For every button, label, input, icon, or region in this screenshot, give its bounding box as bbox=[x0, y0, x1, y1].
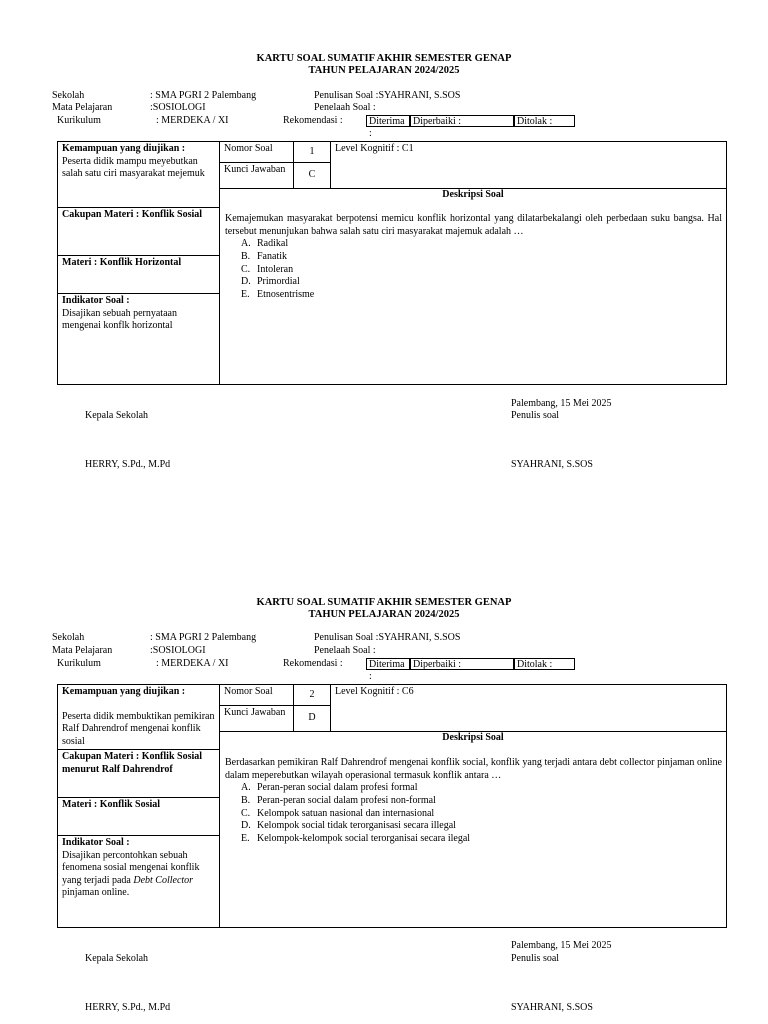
indikator-label: Indikator Soal : bbox=[62, 837, 130, 848]
mapel-value: :SOSIOLOGI bbox=[150, 645, 206, 656]
place-date: Palembang, 15 Mei 2025 bbox=[511, 940, 612, 951]
option-a: A. Peran-peran social dalam profesi formal bbox=[241, 782, 418, 793]
ditolak-box: Ditolak : bbox=[514, 658, 575, 670]
option-c: C. Kelompok satuan nasional dan internasional bbox=[241, 807, 435, 819]
kepala-sekolah-name: HERRY, S.Pd., M.Pd bbox=[85, 1002, 171, 1013]
ditolak-box: Ditolak : bbox=[514, 115, 575, 127]
materi-label: Materi : Konflik Horizontal bbox=[62, 257, 182, 268]
kurikulum-value: : MERDEKA / XI bbox=[156, 115, 229, 126]
sekolah-label: Sekolah bbox=[52, 632, 85, 643]
option-e: E. Etnosentrisme bbox=[241, 289, 315, 301]
left-column bbox=[58, 685, 220, 927]
penulis-soal-label: Penulis soal bbox=[511, 953, 560, 964]
cakupan-cell bbox=[58, 750, 219, 798]
mapel-value: :SOSIOLOGI bbox=[150, 102, 206, 113]
kunci-jawaban-label: Kunci Jawaban bbox=[220, 706, 294, 732]
penulis-label: Penulisan Soal :SYAHRANI, S.SOS bbox=[314, 90, 461, 101]
penulis-soal-label: Penulis soal bbox=[511, 410, 560, 421]
kepala-sekolah-label: Kepala Sekolah bbox=[85, 953, 149, 964]
kepala-sekolah-label: Kepala Sekolah bbox=[85, 410, 149, 421]
kunci-jawaban-value: C bbox=[294, 163, 331, 189]
option-a: A. Radikal bbox=[241, 238, 289, 249]
left-column bbox=[58, 142, 220, 384]
level-kognitif: Level Kognitif : C6 bbox=[331, 685, 726, 732]
deskripsi-soal-heading: Deskripsi Soal bbox=[442, 189, 504, 200]
indikator-cell bbox=[58, 836, 219, 927]
materi-cell bbox=[58, 798, 219, 836]
penulis-label: Penulisan Soal :SYAHRANI, S.SOS bbox=[314, 632, 461, 643]
diperbaiki-box: Diperbaiki : bbox=[410, 658, 514, 670]
place-date: Palembang, 15 Mei 2025 bbox=[511, 398, 612, 409]
level-kognitif: Level Kognitif : C1 bbox=[331, 142, 726, 189]
indikator-cell bbox=[58, 294, 219, 384]
option-b: B. Peran-peran social dalam profesi non-formal bbox=[241, 794, 436, 806]
penulis-soal-name: SYAHRANI, S.SOS bbox=[511, 459, 593, 470]
option-d: D. Kelompok social tidak terorganisasi secara illegal bbox=[241, 820, 456, 832]
rekomendasi-label: Rekomendasi : bbox=[283, 658, 343, 669]
kemampuan-label: Kemampuan yang diujikan : bbox=[62, 143, 186, 154]
option-b: B. Fanatik bbox=[241, 250, 287, 262]
answer-options bbox=[241, 238, 314, 302]
mapel-label: Mata Pelajaran bbox=[52, 102, 113, 113]
card-subtitle: TAHUN PELAJARAN 2024/2025 bbox=[308, 65, 460, 76]
option-d: D. Primordial bbox=[241, 276, 300, 288]
deskripsi-soal-heading: Deskripsi Soal bbox=[442, 732, 504, 743]
answer-options bbox=[241, 782, 470, 846]
kemampuan-cell bbox=[58, 142, 219, 208]
cakupan-label: Cakupan Materi : Konflik Sosial bbox=[62, 209, 203, 220]
penelaah-label: Penelaah Soal : bbox=[314, 102, 376, 113]
question-text: Berdasarkan pemikiran Ralf Dahrendrof mengenai konflik social, konflik yang terjadi antara debt collector pinjaman online dalam meperebutkan wilayah operasional termasuk konflik antara … bbox=[225, 757, 722, 781]
soal-table bbox=[57, 141, 727, 385]
nomor-soal-label: Nomor Soal bbox=[220, 142, 294, 163]
card-title: KARTU SOAL SUMATIF AKHIR SEMESTER GENAP bbox=[256, 53, 512, 64]
cakupan-cell bbox=[58, 208, 219, 256]
option-c: C. Intoleran bbox=[241, 263, 294, 275]
mapel-label: Mata Pelajaran bbox=[52, 645, 113, 656]
diterima-box: Diterima : bbox=[366, 115, 410, 127]
indikator-text: Disajikan sebuah pernyataan mengenai konflk horizontal bbox=[62, 307, 177, 331]
soal-table bbox=[57, 684, 727, 928]
penulis-soal-name: SYAHRANI, S.SOS bbox=[511, 1002, 593, 1013]
kemampuan-text: Peserta didik membuktikan pemikiran Ralf Dahrendrof mengenai konflik sosial bbox=[62, 710, 215, 747]
cakupan-label: Cakupan Materi : Konflik Sosial menurut Ralf Dahrendrof bbox=[62, 751, 203, 775]
kepala-sekolah-name: HERRY, S.Pd., M.Pd bbox=[85, 459, 171, 470]
nomor-soal-value: 1 bbox=[294, 142, 331, 163]
kurikulum-label: Kurikulum bbox=[57, 115, 101, 126]
nomor-soal-value: 2 bbox=[294, 685, 331, 706]
sekolah-value: : SMA PGRI 2 Palembang bbox=[150, 90, 257, 101]
diperbaiki-box: Diperbaiki : bbox=[410, 115, 514, 127]
kemampuan-text: Peserta didik mampu meyebutkan salah satu ciri masyarakat mejemuk bbox=[62, 155, 205, 179]
sekolah-label: Sekolah bbox=[52, 90, 85, 101]
diterima-box: Diterima : bbox=[366, 658, 410, 670]
sekolah-value: : SMA PGRI 2 Palembang bbox=[150, 632, 257, 643]
card-subtitle: TAHUN PELAJARAN 2024/2025 bbox=[308, 609, 460, 620]
nomor-soal-label: Nomor Soal bbox=[220, 685, 294, 706]
option-e: E. Kelompok-kelompok social terorganisai secara ilegal bbox=[241, 833, 471, 845]
materi-cell bbox=[58, 256, 219, 294]
materi-label: Materi : Konflik Sosial bbox=[62, 799, 161, 810]
indikator-text: Disajikan percontohkan sebuah fenomena sosial mengenai konflik yang terjadi pada Debt Collector pinjaman online. bbox=[62, 849, 200, 898]
kemampuan-cell bbox=[58, 685, 219, 750]
question-text: Kemajemukan masyarakat berpotensi memicu konflik horizontal yang dilatarbekalangi oleh perbedaan suku bangsa. Hal tersebut menunjukan bahwa salah satu ciri masyarakat majemuk adalah … bbox=[225, 213, 722, 237]
kurikulum-value: : MERDEKA / XI bbox=[156, 658, 229, 669]
indikator-label: Indikator Soal : bbox=[62, 295, 130, 306]
card-title: KARTU SOAL SUMATIF AKHIR SEMESTER GENAP bbox=[256, 597, 512, 608]
kunci-jawaban-value: D bbox=[294, 706, 331, 732]
kurikulum-label: Kurikulum bbox=[57, 658, 101, 669]
kemampuan-label: Kemampuan yang diujikan : bbox=[62, 686, 186, 697]
rekomendasi-label: Rekomendasi : bbox=[283, 115, 343, 126]
penelaah-label: Penelaah Soal : bbox=[314, 645, 376, 656]
kunci-jawaban-label: Kunci Jawaban bbox=[220, 163, 294, 189]
